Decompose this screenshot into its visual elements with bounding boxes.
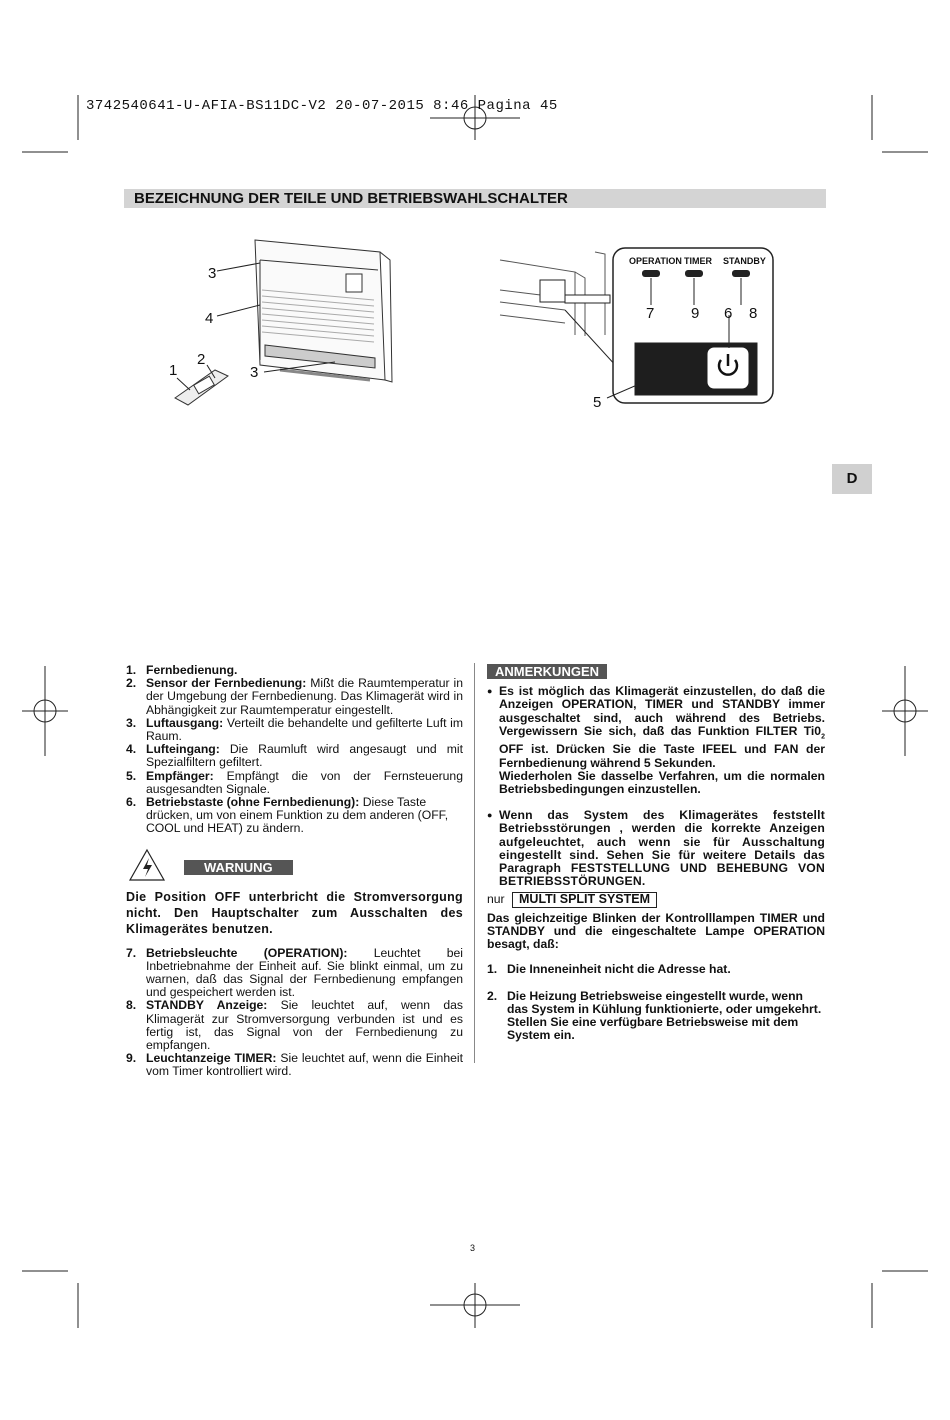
list-item: 9. Leuchtanzeige TIMER: Sie leuchtet auf, wenn die Einheit vom Timer kontrolliert wird.	[126, 1051, 463, 1079]
panel-num-8: 8	[749, 305, 758, 322]
warning-header	[126, 848, 463, 886]
electric-hazard-icon	[128, 848, 166, 882]
list-item: 1. Fernbedienung.	[126, 663, 238, 677]
section-title-bar	[124, 189, 826, 208]
list-item: 1. Die Inneneinheit nicht die Adresse hat.	[487, 962, 731, 977]
callout-1: 1	[169, 362, 178, 379]
print-header: 3742540641-U-AFIA-BS11DC-V2 20-07-2015 8:46 Pagina 45	[86, 98, 558, 114]
page-number: 3	[470, 1243, 476, 1253]
nur-text: nur	[487, 892, 505, 907]
panel-num-6: 6	[724, 305, 733, 322]
warning-label: WARNUNG	[184, 860, 293, 875]
panel-num-9: 9	[691, 305, 700, 322]
note-bullet-2: ● Wenn das System des Klimagerätes feststellt Betriebsstörungen , werden die korrekte Anzeigen aufgeleuchtet, auch wenn sie für Ausschaltung eingestellt sind. Sehen Sie für weitere Details das Paragraph FESTSTELLUNG UND BEHEBUNG VON BETRIEBSSTÖRUNGEN.	[487, 809, 825, 888]
list-item: 2. Sensor der Fernbedienung: Mißt die Raumtemperatur in der Umgebung der Fernbedienung. Das Klimagerät wird in Abhängigkeit zur Raumtemperatur eingestellt.	[126, 676, 463, 717]
callout-4: 4	[205, 310, 214, 327]
callout-2: 2	[197, 351, 206, 368]
control-panel-illustration	[495, 240, 785, 415]
notes-heading: ANMERKUNGEN	[487, 664, 607, 679]
list-item: 3. Luftausgang: Verteilt die behandelte und gefilterte Luft im Raum.	[126, 715, 463, 744]
section-title: BEZEICHNUNG DER TEILE UND BETRIEBSWAHLSCHALTER	[134, 190, 568, 207]
column-divider	[474, 663, 475, 1063]
note-bullet-1: ● Es ist möglich das Klimagerät einzustellen, do daß die Anzeigen OPERATION, TIMER und STANDBY immer ausgeschaltet sind, auch während des Betriebs. Vergewissern Sie sich, daß das Funktion FILTER $Ti0_2$ OFF ist. Drücken Sie die Taste IFEEL und FAN der Fernbedienung während 5 Sekunden. Wiederholen Sie dasselbe Verfahren, um die normalen Betriebsbedingungen einzustellen.	[487, 685, 825, 796]
standby-label: STANDBY	[723, 256, 766, 266]
list-item: 6. Betriebstaste (ohne Fernbedienung): Diese Taste drücken, um von einem Funktion zu dem anderen (OFF, COOL und HEAT) zu ändern.	[126, 795, 449, 836]
panel-num-5: 5	[593, 394, 602, 411]
unit-illustration	[160, 230, 400, 415]
language-tab: D	[832, 464, 872, 494]
list-item: 2. Die Heizung Betriebsweise eingestellt wurde, wenn das System in Kühlung funktionierte, oder umgekehrt. Stellen Sie eine verfügbare Betriebsweise mit dem System ein.	[487, 988, 822, 1043]
callout-3b: 3	[250, 364, 259, 381]
indicator-list	[126, 947, 463, 1079]
list-item: 7. Betriebsleuchte (OPERATION): Leuchtet bei Inbetriebnahme der Einheit auf. Sie blinkt einmal, um zu warnen, daß das Signal der Fernbedienung empfangen und gespeichert werden ist.	[126, 945, 464, 1000]
multi-split-intro: Das gleichzeitige Blinken der Kontrolllampen TIMER und STANDBY und die eingeschaltete Lampe OPERATION besagt, daß:	[487, 910, 825, 952]
timer-label: TIMER	[684, 256, 712, 266]
callout-3a: 3	[208, 265, 217, 282]
list-item: 5. Empfänger: Empfängt die von der Fernsteuerung ausgesandten Signale.	[126, 768, 463, 796]
parts-list	[126, 664, 463, 836]
multi-split-label: MULTI SPLIT SYSTEM	[512, 892, 657, 907]
left-column	[126, 664, 463, 1079]
multi-split-row	[487, 892, 825, 907]
panel-num-7: 7	[646, 305, 655, 322]
right-column	[487, 664, 825, 1042]
multi-split-list	[487, 963, 825, 1042]
list-item: 4. Lufteingang: Die Raumluft wird angesaugt und mit Spezialfiltern gefiltert.	[126, 742, 463, 770]
list-item: 8. STANDBY Anzeige: Sie leuchtet auf, wenn das Klimagerät zur Stromversorgung verbunden ist und es fertig ist, das Signal von der Fernbedienung zu empfangen.	[126, 998, 463, 1053]
operation-label: OPERATION	[629, 256, 682, 266]
warning-text: Die Position OFF unterbricht die Stromversorgung nicht. Den Hauptschalter zum Ausschalten des Klimagerätes benutzen.	[126, 889, 463, 936]
